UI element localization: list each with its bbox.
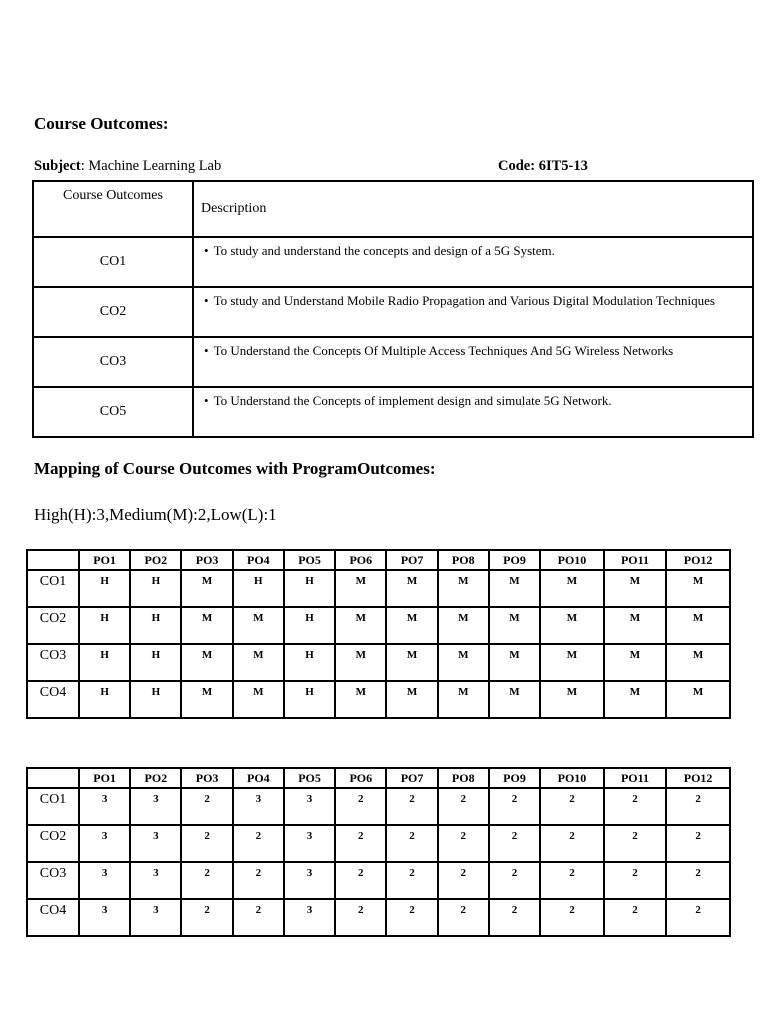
mapping-numeric-table <box>26 767 731 937</box>
page-title: Course Outcomes: <box>34 114 169 133</box>
bullet-icon: • <box>204 343 209 358</box>
mapping-cell: 2 <box>181 899 232 936</box>
mapping-cell: M <box>233 644 284 681</box>
mapping-cell: 2 <box>335 788 386 825</box>
mapping-cell: H <box>284 644 335 681</box>
mapping-cell: 2 <box>666 825 730 862</box>
mapping-cell: M <box>386 681 437 718</box>
po-header-row <box>27 768 730 788</box>
mapping-cell: 3 <box>284 788 335 825</box>
mapping-cell: 2 <box>666 899 730 936</box>
mapping-cell: M <box>438 570 489 607</box>
co-description-cell <box>193 287 753 337</box>
mapping-cell: M <box>181 570 232 607</box>
po-header: PO2 <box>130 768 181 788</box>
mapping-cell: 3 <box>79 899 130 936</box>
mapping-cell: 2 <box>335 825 386 862</box>
mapping-cell: H <box>284 681 335 718</box>
po-header: PO11 <box>604 550 666 570</box>
po-header: PO1 <box>79 768 130 788</box>
mapping-cell: 3 <box>233 788 284 825</box>
mapping-cell: M <box>489 644 540 681</box>
co-row <box>33 337 753 387</box>
mapping-cell: M <box>489 681 540 718</box>
mapping-cell: H <box>284 570 335 607</box>
mapping-row-label: CO3 <box>27 644 79 681</box>
mapping-cell: 2 <box>540 788 604 825</box>
mapping-cell: 2 <box>386 862 437 899</box>
mapping-cell: 3 <box>79 825 130 862</box>
po-header: PO8 <box>438 768 489 788</box>
mapping-cell: 2 <box>386 899 437 936</box>
bullet-icon: • <box>204 293 209 308</box>
mapping-cell: 2 <box>386 825 437 862</box>
po-header: PO6 <box>335 550 386 570</box>
po-header: PO4 <box>233 768 284 788</box>
mapping-cell: M <box>666 570 730 607</box>
mapping-cell: H <box>79 681 130 718</box>
mapping-cell: M <box>666 644 730 681</box>
mapping-cell: 2 <box>604 788 666 825</box>
mapping-cell: 2 <box>540 825 604 862</box>
mapping-cell: 2 <box>489 899 540 936</box>
co-label: CO2 <box>33 287 193 337</box>
mapping-cell: M <box>438 681 489 718</box>
mapping-cell: 2 <box>489 862 540 899</box>
mapping-cell: H <box>130 681 181 718</box>
mapping-cell: 2 <box>666 862 730 899</box>
mapping-cell: H <box>130 644 181 681</box>
mapping-cell: M <box>489 570 540 607</box>
mapping-cell: M <box>386 644 437 681</box>
co-description-cell <box>193 387 753 437</box>
co-label: CO1 <box>33 237 193 287</box>
po-header: PO6 <box>335 768 386 788</box>
mapping-cell: 2 <box>233 862 284 899</box>
po-header: PO7 <box>386 550 437 570</box>
po-header: PO5 <box>284 550 335 570</box>
mapping-cell: H <box>79 607 130 644</box>
mapping-cell: 2 <box>438 862 489 899</box>
mapping-cell: 3 <box>130 825 181 862</box>
co-description-cell <box>193 337 753 387</box>
po-header: PO3 <box>181 550 232 570</box>
mapping-cell: M <box>181 681 232 718</box>
mapping-cell: M <box>540 644 604 681</box>
mapping-cell: 2 <box>540 899 604 936</box>
mapping-cell: H <box>79 570 130 607</box>
co-label: CO5 <box>33 387 193 437</box>
mapping-row <box>27 788 730 825</box>
mapping-cell: 2 <box>233 899 284 936</box>
mapping-cell: 3 <box>130 862 181 899</box>
po-header: PO12 <box>666 550 730 570</box>
po-header: PO9 <box>489 768 540 788</box>
header-course-outcomes: Course Outcomes <box>33 181 193 237</box>
mapping-cell: H <box>130 570 181 607</box>
po-header: PO10 <box>540 550 604 570</box>
mapping-cell: M <box>181 607 232 644</box>
subject-label: Subject <box>34 158 81 174</box>
mapping-row <box>27 681 730 718</box>
mapping-cell: 2 <box>438 788 489 825</box>
mapping-row <box>27 862 730 899</box>
mapping-row <box>27 825 730 862</box>
course-outcomes-table <box>32 180 754 438</box>
mapping-cell: 3 <box>284 862 335 899</box>
corner-cell <box>27 550 79 570</box>
mapping-cell: M <box>335 607 386 644</box>
mapping-cell: 2 <box>604 862 666 899</box>
mapping-cell: 3 <box>284 825 335 862</box>
mapping-cell: M <box>604 570 666 607</box>
mapping-row-label: CO1 <box>27 788 79 825</box>
mapping-row-label: CO2 <box>27 825 79 862</box>
mapping-row-label: CO4 <box>27 681 79 718</box>
co-label: CO3 <box>33 337 193 387</box>
mapping-cell: 2 <box>233 825 284 862</box>
po-header: PO10 <box>540 768 604 788</box>
code-label: Code: <box>498 158 536 174</box>
mapping-row <box>27 644 730 681</box>
mapping-cell: 2 <box>604 825 666 862</box>
mapping-cell: H <box>284 607 335 644</box>
mapping-cell: M <box>604 644 666 681</box>
mapping-cell: 2 <box>540 862 604 899</box>
mapping-cell: M <box>540 570 604 607</box>
subject-line <box>34 158 754 178</box>
mapping-cell: M <box>540 681 604 718</box>
co-description: To study and Understand Mobile Radio Propagation and Various Digital Modulation Techniques <box>213 293 715 308</box>
mapping-cell: M <box>335 570 386 607</box>
mapping-cell: M <box>604 607 666 644</box>
bullet-icon: • <box>204 243 209 258</box>
mapping-cell: 2 <box>489 788 540 825</box>
mapping-cell: M <box>604 681 666 718</box>
corner-cell <box>27 768 79 788</box>
mapping-cell: M <box>438 607 489 644</box>
co-row <box>33 287 753 337</box>
po-header: PO7 <box>386 768 437 788</box>
mapping-cell: M <box>335 681 386 718</box>
co-row <box>33 387 753 437</box>
co-description-cell <box>193 237 753 287</box>
mapping-cell: 2 <box>438 899 489 936</box>
po-header: PO3 <box>181 768 232 788</box>
co-description: To study and understand the concepts and design of a 5G System. <box>213 243 555 258</box>
mapping-row-label: CO4 <box>27 899 79 936</box>
mapping-cell: M <box>386 570 437 607</box>
po-header-row <box>27 550 730 570</box>
mapping-cell: 2 <box>604 899 666 936</box>
mapping-cell: M <box>489 607 540 644</box>
co-row <box>33 237 753 287</box>
po-header: PO5 <box>284 768 335 788</box>
mapping-cell: M <box>335 644 386 681</box>
mapping-cell: 2 <box>335 862 386 899</box>
mapping-cell: 2 <box>489 825 540 862</box>
mapping-cell: M <box>666 607 730 644</box>
mapping-cell: 2 <box>386 788 437 825</box>
mapping-cell: 3 <box>284 899 335 936</box>
mapping-row <box>27 899 730 936</box>
mapping-cell: 2 <box>181 862 232 899</box>
mapping-cell: M <box>666 681 730 718</box>
mapping-row-label: CO1 <box>27 570 79 607</box>
mapping-cell: M <box>233 607 284 644</box>
subject-value: : Machine Learning Lab <box>80 158 222 174</box>
mapping-cell: H <box>79 644 130 681</box>
mapping-cell: 2 <box>438 825 489 862</box>
po-header: PO2 <box>130 550 181 570</box>
mapping-cell: M <box>540 607 604 644</box>
mapping-cell: 2 <box>181 825 232 862</box>
header-description: Description <box>193 181 753 237</box>
mapping-row-label: CO3 <box>27 862 79 899</box>
course-code <box>498 158 588 175</box>
mapping-cell: 3 <box>130 899 181 936</box>
mapping-cell: 3 <box>130 788 181 825</box>
po-header: PO1 <box>79 550 130 570</box>
mapping-cell: H <box>233 570 284 607</box>
po-header: PO9 <box>489 550 540 570</box>
po-header: PO12 <box>666 768 730 788</box>
mapping-row <box>27 570 730 607</box>
po-header: PO4 <box>233 550 284 570</box>
mapping-cell: H <box>130 607 181 644</box>
mapping-cell: M <box>181 644 232 681</box>
mapping-row-label: CO2 <box>27 607 79 644</box>
co-description: To Understand the Concepts of implement design and simulate 5G Network. <box>213 393 612 408</box>
mapping-row <box>27 607 730 644</box>
mapping-letter-table <box>26 549 731 719</box>
po-header: PO8 <box>438 550 489 570</box>
mapping-title: Mapping of Course Outcomes with ProgramOutcomes: <box>34 459 436 478</box>
mapping-cell: 2 <box>181 788 232 825</box>
mapping-cell: M <box>386 607 437 644</box>
co-description: To Understand the Concepts Of Multiple Access Techniques And 5G Wireless Networks <box>213 343 674 358</box>
mapping-legend: High(H):3,Medium(M):2,Low(L):1 <box>34 505 277 524</box>
mapping-cell: 2 <box>335 899 386 936</box>
mapping-cell: M <box>233 681 284 718</box>
mapping-cell: 2 <box>666 788 730 825</box>
po-header: PO11 <box>604 768 666 788</box>
mapping-cell: 3 <box>79 862 130 899</box>
mapping-cell: M <box>438 644 489 681</box>
bullet-icon: • <box>204 393 209 408</box>
code-value: 6IT5-13 <box>535 158 588 174</box>
mapping-cell: 3 <box>79 788 130 825</box>
